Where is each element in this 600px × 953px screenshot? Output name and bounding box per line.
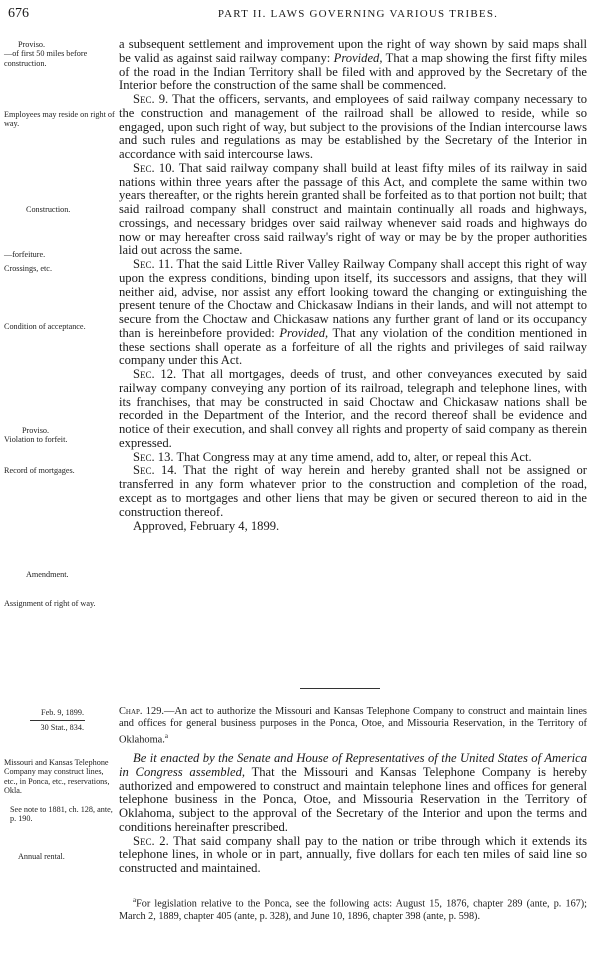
- paragraph-continuation: a subsequent settlement and improvement upon the right of way shown by said maps shall be valid as against said railway company: Provided, That a map showing the first fifty miles of the road in the Indian Territory shall be filed with and approved by the Secretary of the Interior before the construction of the same shall be commenced.: [119, 37, 587, 93]
- margin-note-assignment: Assignment of right of way.: [4, 599, 96, 608]
- margin-note-employees: Employees may reside on right of way.: [4, 110, 115, 129]
- margin-note-amendment: Amendment.: [26, 570, 69, 579]
- running-title: PART II. LAWS GOVERNING VARIOUS TRIBES.: [217, 8, 499, 20]
- section-text-block: [119, 38, 587, 534]
- enacting-clause: Be it enacted by the Senate and House of Representatives of the United States of America in Congress assembled, That the Missouri and Kansas Telephone Company is hereby authorized and empowered to construct and maintain telephone lines and offices for general telephone business in the Ponca, Otoe, and Missouria Reservation in the Territory of Oklahoma, subject to the approval of the Secretary of the Interior and upon the terms and conditions hereinafter prescribed.: [119, 751, 588, 834]
- margin-note-stat: 30 Stat., 834.: [40, 723, 84, 732]
- section-14: Sec. 14. That the right of way herein and hereby granted shall not be assigned or transferred in any form whatever prior to the construction and completion of the road, except as to mortgages and other liens that may be given or secured thereon to aid in the construction thereof.: [119, 463, 587, 519]
- margin-note-rental: Annual rental.: [18, 852, 65, 861]
- footnote: $^a$For legislation relative to the Ponca, see the following acts: August 15, 1876, chapter 289 (ante, p. 167); March 2, 1889, chapter 405 (ante, p. 328), and June 10, 1896, chapter 398 (ante, p. 598).: [119, 896, 587, 922]
- page-header: [8, 6, 588, 26]
- act-text-block: [119, 752, 587, 876]
- margin-note-condition: Condition of acceptance.: [4, 322, 86, 331]
- section-12: Sec. 12. That all mortgages, deeds of trust, and other conveyances executed by said railway company conveying any portion of its railroad, telegraph and telephone lines, with its franchises, that may be constructed in said Choctaw and Chickasaw nations shall be recorded in the Department of the Interior, and the record thereof shall be evidence and notice of their execution, and shall convey all rights and property of said company as therein expressed.: [119, 367, 587, 450]
- margin-note-see: See note to 1881, ch. 128, ante, p. 190.: [10, 805, 113, 824]
- date-divider: [30, 720, 85, 721]
- section-2: Sec. 2. That said company shall pay to the nation or tribe through which it extends its telephone lines, in whole or in part, annually, five dollars for each ten miles of said line so constructed and maintained.: [119, 833, 588, 875]
- margin-note-forfeiture: —forfeiture.: [4, 250, 46, 259]
- margin-note-proviso: Proviso. —of first 50 miles before construction.: [4, 40, 88, 68]
- footnote-ref: a: [164, 732, 168, 740]
- margin-note-construction: Construction.: [26, 205, 71, 214]
- margin-note-crossings: Crossings, etc.: [4, 264, 52, 273]
- approved-line: Approved, February 4, 1899.: [133, 519, 280, 534]
- section-10: Sec. 10. That said railway company shall build at least fifty miles of its railway in said nations within three years after the passage of this Act, and complete the same within two years thereafter, or the rights herein granted shall be forfeited as to that portion not built; that said railroad company shall construct and maintain continually all roads and highways, crossings, and necessary bridges over said railway whenever said roads and highways do now or may hereafter cross said railway's right of way or may be by the proper authorities laid out across the same.: [119, 160, 588, 258]
- margin-note-date: Feb. 9, 1899.: [41, 708, 84, 717]
- margin-note-proviso-2: Proviso. Violation to forfeit.: [4, 426, 68, 445]
- page-number: 676: [8, 6, 29, 21]
- footnote-mark: a: [133, 896, 137, 904]
- margin-note-record: Record of mortgages.: [4, 466, 75, 475]
- margin-note-missouri: Missouri and Kansas Telephone Company may construct lines, etc., in Ponca, etc., reservations, Okla.: [4, 758, 110, 796]
- section-11: Sec. 11. That the said Little River Valley Railway Company shall accept this right of way upon the express conditions, binding upon itself, its successors and assigns, that they will neither aid, advise, nor assist any effort looking toward the changing or extinguishing the present tenure of the Choctaw and Chickasaw Indians in their lands, and will not attempt to secure from the Choctaw and Chickasaw nations any further grant of land or its occupancy than is hereinbefore provided: Provided, That any violation of the condition mentioned in these sections shall operate as a forfeiture of all the rights and privileges of said railway company under this Act.: [119, 257, 588, 368]
- chapter-heading: Chap. 129.—An act to authorize the Missouri and Kansas Telephone Company to construct and maintain lines and offices for general business purposes in the Ponca, Otoe, and Missouria Reservation, in the Territory of Oklahoma.$^a$: [119, 706, 587, 746]
- section-13: Sec. 13. That Congress may at any time amend, add to, alter, or repeal this Act.: [133, 449, 532, 464]
- section-divider: [300, 688, 380, 689]
- section-9: Sec. 9. That the officers, servants, and employees of said railway company necessary to the construction and management of the railroad shall be allowed to reside, while so engaged, upon such right of way, but subject to the provisions of the Indian intercourse laws and such rules and regulations as may be established by the Secretary of the Interior in accordance with said intercourse laws.: [119, 92, 588, 161]
